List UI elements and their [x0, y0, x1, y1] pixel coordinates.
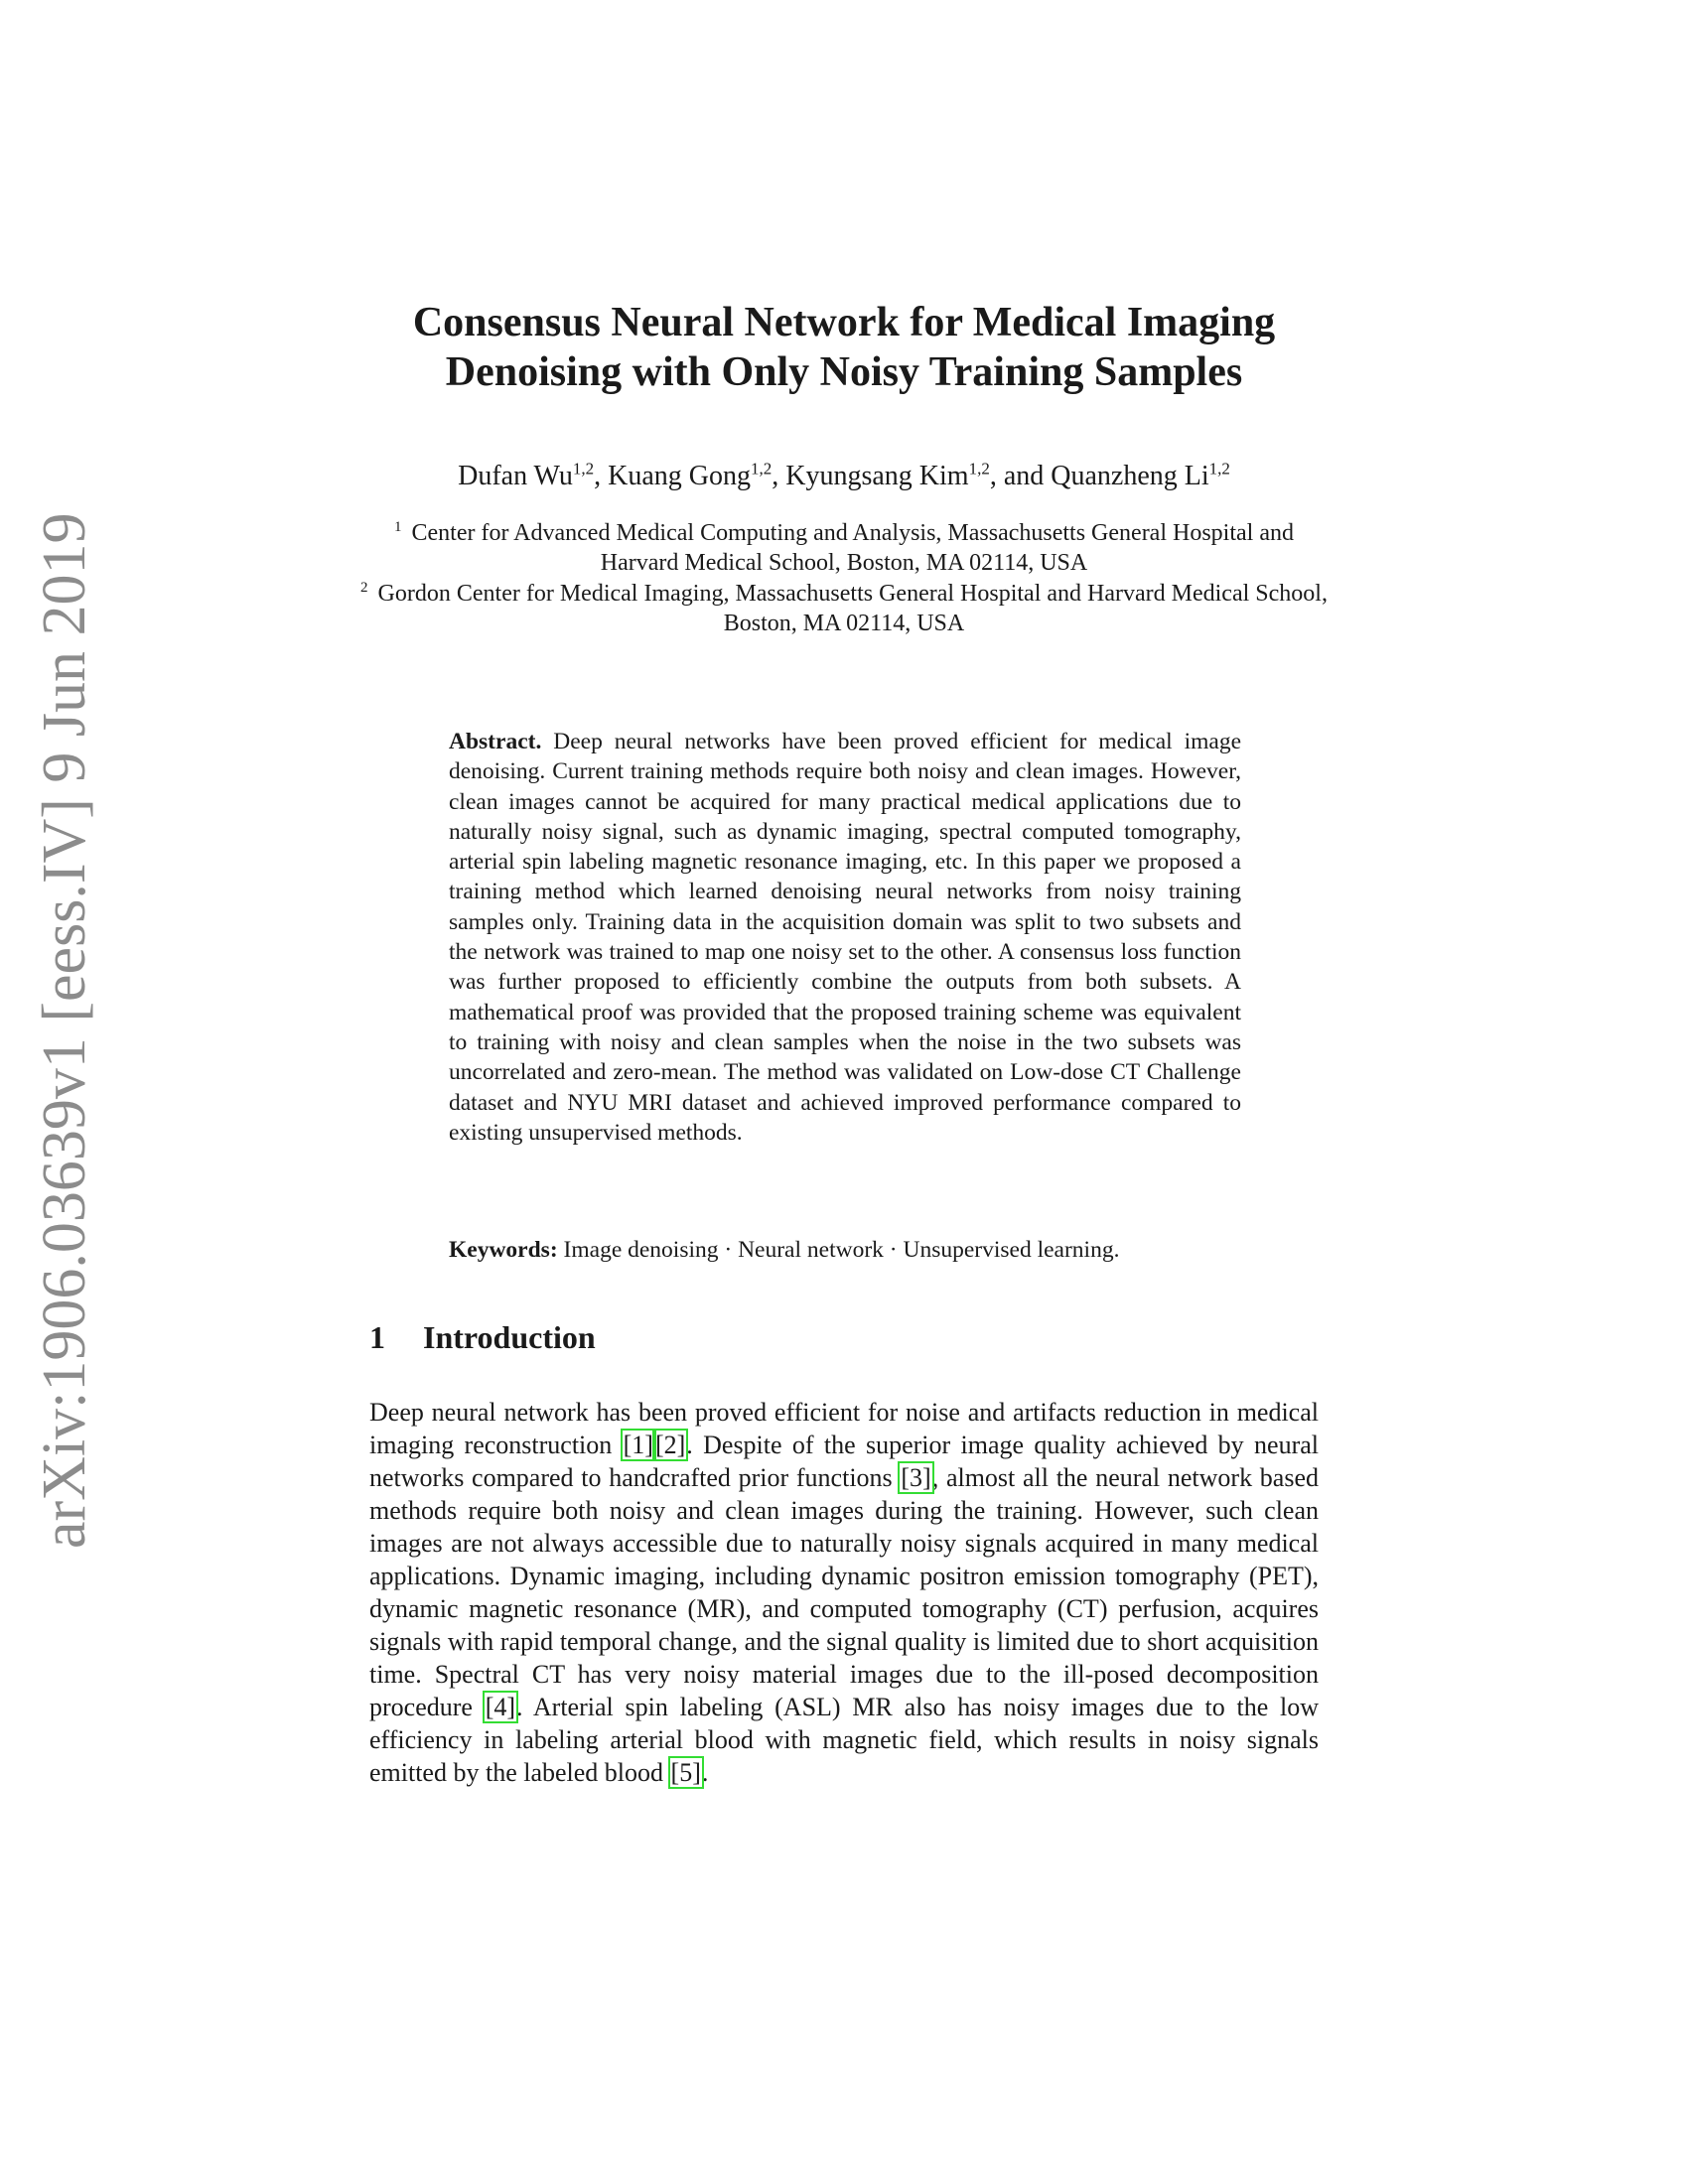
intro-text: , almost all the neural network based methods require both noisy and clean images during the training. However, such clean images are not always accessible due to naturally noisy signals acquired in many medical applications. Dynamic imaging, including dynamic positron emission tomography (PET), dynamic magnetic resonance (MR), and computed tomography (CT) perfusion, acquires signals with rapid temporal change, and the signal quality is limited due to short acquisition time. Spectral CT has very noisy material images due to the ill-posed decomposition procedure	[369, 1463, 1319, 1721]
abstract-label: Abstract.	[449, 729, 542, 754]
author-name: Kuang Gong	[608, 461, 751, 491]
affiliation-list	[357, 518, 1331, 639]
paper-title-line-1: Consensus Neural Network for Medical Imaging	[412, 300, 1276, 345]
author-affiliation-mark: 1,2	[1208, 459, 1230, 478]
affiliation-text: Gordon Center for Medical Imaging, Massachusetts General Hospital and Harvard Medical School, Boston, MA 02114, USA	[377, 581, 1328, 636]
paper-title	[298, 298, 1390, 397]
citation-link[interactable]: [4]	[485, 1693, 516, 1721]
introduction-paragraph	[369, 1396, 1319, 1789]
affiliation-item	[357, 518, 1331, 578]
author-name: Quanzheng Li	[1051, 461, 1209, 491]
citation-link[interactable]: [1]	[623, 1431, 653, 1459]
author-name: Dufan Wu	[458, 461, 573, 491]
section-heading-introduction	[369, 1317, 1263, 1357]
paper-title-line-2: Denoising with Only Noisy Training Samples	[445, 349, 1243, 395]
author-name: Kyungsang Kim	[785, 461, 969, 491]
abstract	[449, 727, 1241, 1148]
affiliation-number: 2	[360, 580, 368, 596]
citation-link[interactable]: [5]	[670, 1758, 701, 1787]
author-separator: ,	[594, 461, 609, 491]
author-list	[298, 457, 1390, 496]
author-affiliation-mark: 1,2	[968, 459, 990, 478]
intro-text: . Despite of the superior image quality achieved by neural networks compared to handcrafted prior functions	[369, 1431, 1319, 1492]
section-title: Introduction	[423, 1319, 596, 1355]
affiliation-text: Center for Advanced Medical Computing and Analysis, Massachusetts General Hospital and Harvard Medical School, Boston, MA 02114, USA	[411, 520, 1294, 576]
section-number: 1	[369, 1319, 385, 1355]
author-affiliation-mark: 1,2	[751, 459, 773, 478]
author-separator: , and	[989, 461, 1052, 491]
keywords-text: Image denoising · Neural network · Unsupervised learning.	[563, 1237, 1120, 1263]
author-affiliation-mark: 1,2	[572, 459, 595, 478]
intro-text: . Arterial spin labeling (ASL) MR also has noisy images due to the low efficiency in labeling arterial blood with magnetic field, which results in noisy signals emitted by the labeled blood	[369, 1693, 1320, 1787]
keywords-label: Keywords:	[449, 1237, 558, 1263]
affiliation-number: 1	[394, 519, 402, 535]
citation-link[interactable]: [3]	[901, 1463, 931, 1492]
affiliation-item	[357, 579, 1331, 638]
intro-text: .	[701, 1758, 709, 1787]
intro-text: Deep neural network has been proved efficient for noise and artifacts reduction in medical imaging reconstruction	[369, 1398, 1319, 1459]
citation-link[interactable]: [2]	[654, 1431, 686, 1459]
abstract-text: Deep neural networks have been proved efficient for medical image denoising. Current training methods require both noisy and clean images. However, clean images cannot be acquired for many practical medical applications due to naturally noisy signal, such as dynamic imaging, spectral computed tomography, arterial spin labeling magnetic resonance imaging, etc. In this paper we proposed a training method which learned denoising neural networks from noisy training samples only. Training data in the acquisition domain was split to two subsets and the network was trained to map one noisy set to the other. A consensus loss function was further proposed to efficiently combine the outputs from both subsets. A mathematical proof was provided that the proposed training scheme was equivalent to training with noisy and clean samples when the noise in the two subsets was uncorrelated and zero-mean. The method was validated on Low-dose CT Challenge dataset and NYU MRI dataset and achieved improved performance compared to existing unsupervised methods.	[449, 729, 1241, 1146]
author-separator: ,	[772, 461, 786, 491]
keywords	[449, 1235, 1241, 1265]
arxiv-identifier-stamp: arXiv:1906.03639v1 [eess.IV] 9 Jun 2019	[31, 512, 98, 1549]
